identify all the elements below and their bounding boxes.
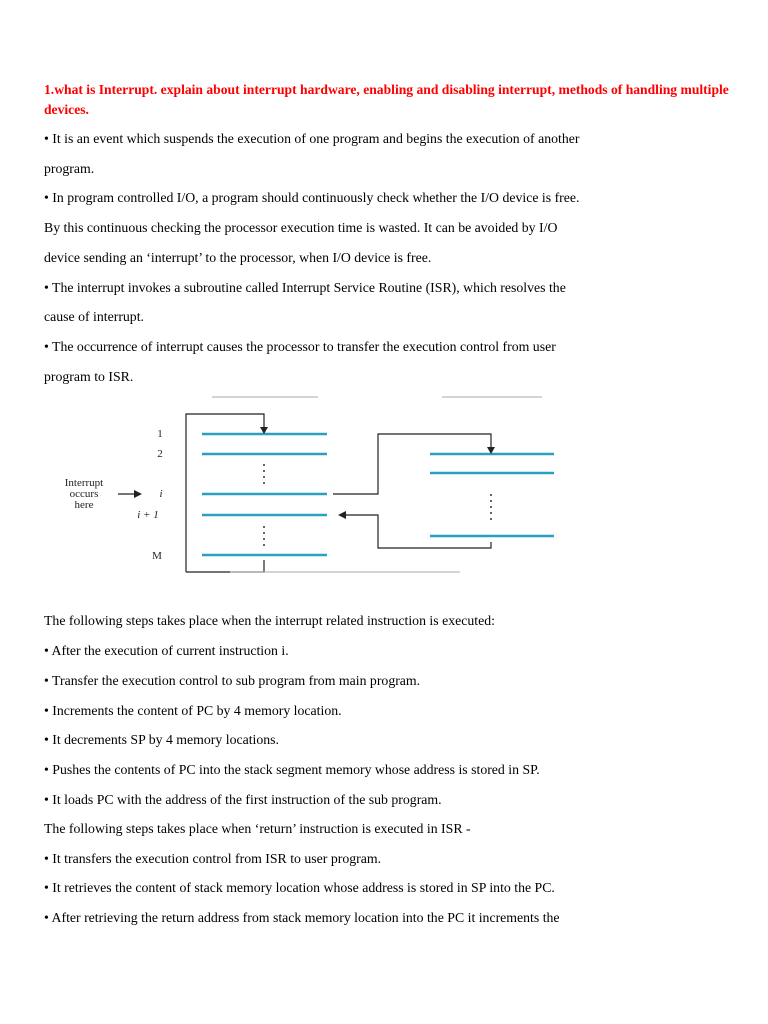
interrupt-label-line-2: occurs xyxy=(69,488,99,500)
intro-line-9: program to ISR. xyxy=(44,369,134,384)
interrupt-flow-svg xyxy=(0,384,768,580)
return-connector xyxy=(344,515,491,548)
question-heading: 1.what is Interrupt. explain about interrupt hardware, enabling and disabling interrupt, methods of handling multiple devices. xyxy=(44,82,729,117)
intro-line-7: cause of interrupt. xyxy=(44,309,144,324)
main-program-lines xyxy=(202,434,327,555)
steps-line-4: • Increments the content of PC by 4 memory location. xyxy=(44,703,342,718)
intro-line-6: • The interrupt invokes a subroutine called Interrupt Service Routine (ISR), which resolves the xyxy=(44,280,566,295)
main-exit-connector xyxy=(186,560,264,572)
steps-line-1: The following steps takes place when the interrupt related instruction is executed: xyxy=(44,613,495,628)
steps-line-7: • It loads PC with the address of the first instruction of the sub program. xyxy=(44,792,442,807)
intro-line-1: • It is an event which suspends the execution of one program and begins the execution of another xyxy=(44,131,580,146)
cropped-header-strokes xyxy=(212,397,542,572)
row-label-2: 2 xyxy=(157,448,163,460)
return-arrow-icon xyxy=(338,511,346,519)
steps-line-3: • Transfer the execution control to sub program from main program. xyxy=(44,673,421,688)
call-connector xyxy=(333,434,491,494)
steps-line-2: • After the execution of current instruction i. xyxy=(44,643,289,658)
steps-line-10: • It retrieves the content of stack memory location whose address is stored in SP into the PC. xyxy=(44,880,555,895)
row-label-1: 1 xyxy=(157,428,163,440)
steps-line-9: • It transfers the execution control from ISR to user program. xyxy=(44,851,382,866)
intro-line-2: program. xyxy=(44,161,95,176)
row-label-m: M xyxy=(152,550,162,562)
intro-line-5: device sending an ‘interrupt’ to the processor, when I/O device is free. xyxy=(44,250,432,265)
steps-line-6: • Pushes the contents of PC into the stack segment memory whose address is stored in SP. xyxy=(44,762,540,777)
steps-line-8: The following steps takes place when ‘return’ instruction is executed in ISR - xyxy=(44,821,471,836)
interrupt-flow-diagram xyxy=(0,384,768,580)
isr-lines xyxy=(430,454,554,536)
interrupt-arrow-icon xyxy=(134,490,142,498)
steps-line-11: • After retrieving the return address from stack memory location into the PC it increments the xyxy=(44,910,560,925)
steps-line-5: • It decrements SP by 4 memory locations. xyxy=(44,732,279,747)
intro-line-3: • In program controlled I/O, a program should continuously check whether the I/O device is free. xyxy=(44,190,580,205)
intro-line-4: By this continuous checking the processor execution time is wasted. It can be avoided by I/O xyxy=(44,220,558,235)
intro-line-8: • The occurrence of interrupt causes the processor to transfer the execution control from user xyxy=(44,339,556,354)
interrupt-label-line-1: Interrupt xyxy=(64,477,104,489)
interrupt-label-line-3: here xyxy=(74,499,94,511)
row-label-i-plus-1: i + 1 xyxy=(137,509,159,521)
row-label-i: i xyxy=(159,488,163,500)
